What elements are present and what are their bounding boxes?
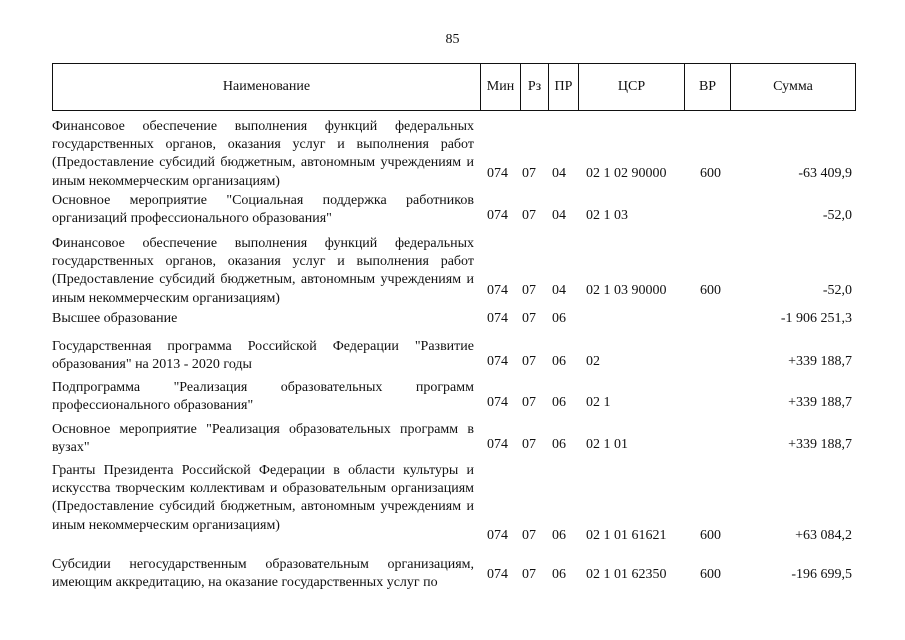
row-name: Высшее образование <box>52 311 178 326</box>
row-rz: 07 <box>522 566 536 582</box>
row-pr: 04 <box>552 207 566 223</box>
row-sum: +339 188,7 <box>788 394 852 410</box>
row-sum: +339 188,7 <box>788 436 852 452</box>
row-sum: +63 084,2 <box>795 527 852 543</box>
row-pr: 04 <box>552 165 566 181</box>
table-row <box>52 118 856 189</box>
row-vr: 600 <box>700 527 721 543</box>
row-vr: 600 <box>700 282 721 298</box>
row-csr: 02 1 <box>586 394 611 410</box>
row-sum: -63 409,9 <box>798 165 852 181</box>
page-number: 85 <box>445 32 460 47</box>
row-rz: 07 <box>522 394 536 410</box>
table-row <box>52 421 856 454</box>
header-csr: ЦСР <box>578 64 684 110</box>
row-rz: 07 <box>522 353 536 369</box>
row-pr: 06 <box>552 310 566 326</box>
row-sum: -196 699,5 <box>791 566 852 582</box>
row-csr: 02 1 03 90000 <box>586 282 667 298</box>
row-name: Финансовое обеспечение выполнения функций федеральных государственных органов, оказания услуг и выполнения работ (Предоставление субсидий бюджетным, автономным учреждениям и иным некоммерческим организациям) <box>52 236 474 306</box>
row-pr: 06 <box>552 527 566 543</box>
header-min: Мин <box>480 64 520 110</box>
row-pr: 06 <box>552 566 566 582</box>
row-name: Подпрограмма "Реализация образовательных программ профессионального образования" <box>52 380 474 414</box>
row-min: 074 <box>487 207 508 223</box>
row-rz: 07 <box>522 527 536 543</box>
row-csr: 02 1 01 62350 <box>586 566 667 582</box>
row-sum: +339 188,7 <box>788 353 852 369</box>
table-row <box>52 310 856 328</box>
row-pr: 06 <box>552 394 566 410</box>
row-name: Основное мероприятие "Реализация образовательных программ в вузах" <box>52 422 474 456</box>
table-row <box>52 192 856 225</box>
row-name: Гранты Президента Российской Федерации в области культуры и искусства творческим коллективам и образовательным организациям (Предоставление субсидий бюджетным, автономным учреждениям и иным некоммерческим организациям) <box>52 463 474 533</box>
row-csr: 02 1 02 90000 <box>586 165 667 181</box>
table-row <box>52 556 856 591</box>
row-name: Финансовое обеспечение выполнения функций федеральных государственных органов, оказания услуг и выполнения работ (Предоставление субсидий бюджетным, автономным учреждениям и иным некоммерческим организациям) <box>52 119 474 189</box>
row-min: 074 <box>487 566 508 582</box>
row-csr: 02 1 01 61621 <box>586 527 667 543</box>
row-rz: 07 <box>522 207 536 223</box>
table-row <box>52 462 856 545</box>
row-name: Государственная программа Российской Федерации "Развитие образования" на 2013 - 2020 годы <box>52 339 474 373</box>
header-rz: Рз <box>520 64 548 110</box>
table-header <box>52 63 856 111</box>
row-rz: 07 <box>522 310 536 326</box>
table-row <box>52 235 856 306</box>
row-min: 074 <box>487 310 508 326</box>
row-min: 074 <box>487 353 508 369</box>
row-min: 074 <box>487 282 508 298</box>
table-row <box>52 338 856 371</box>
row-sum: -1 906 251,3 <box>780 310 852 326</box>
row-pr: 06 <box>552 353 566 369</box>
row-vr: 600 <box>700 566 721 582</box>
row-rz: 07 <box>522 282 536 298</box>
row-sum: -52,0 <box>822 207 852 223</box>
row-min: 074 <box>487 527 508 543</box>
header-sum: Сумма <box>730 64 855 110</box>
row-pr: 06 <box>552 436 566 452</box>
row-csr: 02 <box>586 353 600 369</box>
row-sum: -52,0 <box>822 282 852 298</box>
row-name: Субсидии негосударственным образовательным организациям, имеющим аккредитацию, на оказание государственных услуг по <box>52 557 474 591</box>
header-name: Наименование <box>222 79 311 94</box>
row-rz: 07 <box>522 436 536 452</box>
table-row <box>52 379 856 412</box>
row-csr: 02 1 03 <box>586 207 628 223</box>
row-pr: 04 <box>552 282 566 298</box>
row-min: 074 <box>487 436 508 452</box>
row-min: 074 <box>487 165 508 181</box>
header-pr: ПР <box>548 64 578 110</box>
row-csr: 02 1 01 <box>586 436 628 452</box>
row-name: Основное мероприятие "Социальная поддержка работников организаций профессионального образования" <box>52 193 474 227</box>
row-min: 074 <box>487 394 508 410</box>
row-rz: 07 <box>522 165 536 181</box>
header-vr: ВР <box>684 64 730 110</box>
row-vr: 600 <box>700 165 721 181</box>
